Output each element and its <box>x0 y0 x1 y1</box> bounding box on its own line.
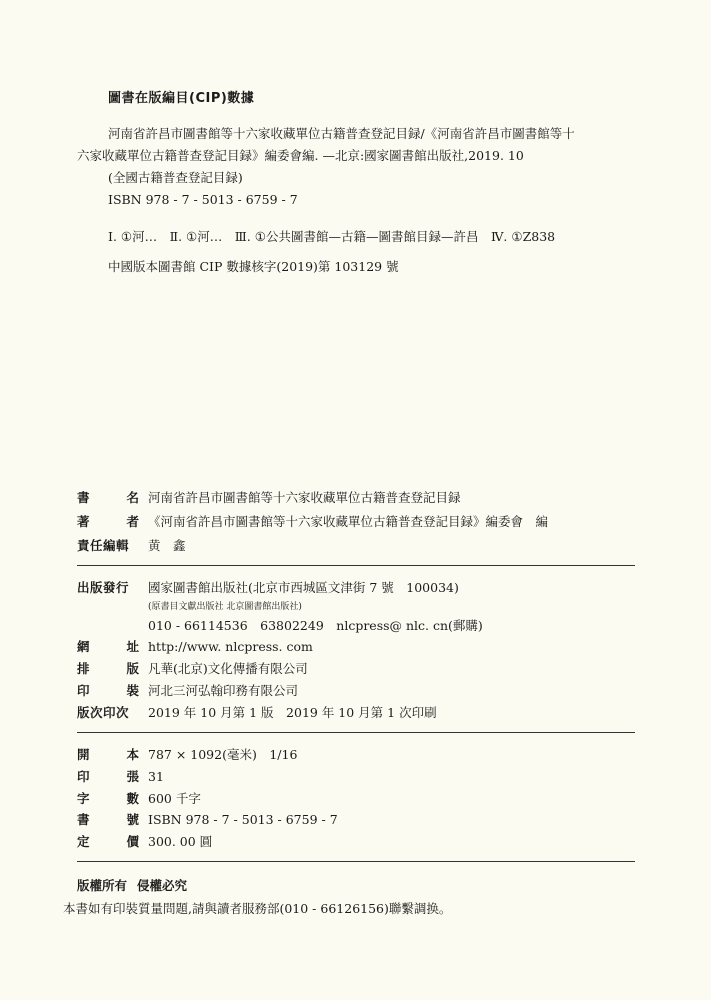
divider <box>77 732 635 733</box>
label-char: 名 <box>126 490 139 505</box>
label-char: 本 <box>126 747 139 762</box>
label-char: 印 <box>77 769 90 784</box>
typeset-row <box>77 659 308 679</box>
typeset-label <box>77 659 139 679</box>
edition-value: 2019 年 10 月第 1 版 2019 年 10 月第 1 次印刷 <box>148 705 437 720</box>
book-editor-label: 責任編輯 <box>77 538 130 553</box>
printer-row <box>77 681 298 701</box>
label-char: 開 <box>77 747 90 762</box>
printer-label <box>77 681 139 701</box>
divider <box>77 861 635 862</box>
label-char: 版 <box>126 661 139 676</box>
isbn-label <box>77 810 139 830</box>
cip-line-2: 六家收藏單位古籍普查登記目録》編委會編. —北京:國家圖書館出版社,2019. 10 <box>77 148 524 163</box>
isbn-value: ISBN 978 - 7 - 5013 - 6759 - 7 <box>148 812 338 827</box>
label-char: 網 <box>77 639 90 654</box>
cip-series: (全國古籍普查登記目録) <box>108 170 243 185</box>
copyright-head-a: 版權所有 <box>77 878 128 893</box>
sheets-label <box>77 767 139 787</box>
price-label <box>77 832 139 852</box>
price-row <box>77 832 212 852</box>
label-char: 著 <box>77 514 90 529</box>
contact-value: 010 - 66114536 63802249 nlcpress@ nlc. cn(郵購) <box>148 618 483 633</box>
label-char: 印 <box>77 683 90 698</box>
label-char: 定 <box>77 834 90 849</box>
publisher-row <box>77 578 459 598</box>
typeset-value: 凡華(北京)文化傳播有限公司 <box>148 661 308 676</box>
book-title-row <box>77 488 461 508</box>
sheets-value: 31 <box>148 769 164 784</box>
edition-label: 版次印次 <box>77 705 130 720</box>
label-char: 字 <box>77 791 90 806</box>
label-char: 價 <box>126 834 139 849</box>
book-editor-value: 黄 鑫 <box>148 538 186 553</box>
label-char: 張 <box>126 769 139 784</box>
words-row <box>77 789 201 809</box>
label-char: 號 <box>126 812 139 827</box>
label-char: 數 <box>126 791 139 806</box>
label-char: 排 <box>77 661 90 676</box>
label-char: 址 <box>126 639 139 654</box>
contact-info <box>148 616 483 636</box>
website-row <box>77 637 313 657</box>
copyright-head-b: 侵權必究 <box>137 878 188 893</box>
price-value: 300. 00 圓 <box>148 834 213 849</box>
label-char: 書 <box>77 812 90 827</box>
isbn-row <box>77 810 338 830</box>
copyright-text: 本書如有印裝質量問題,請與讀者服務部(010 - 66126156)聯繫調换。 <box>63 901 452 916</box>
book-author-label <box>77 512 139 532</box>
book-title-label <box>77 488 139 508</box>
book-author-row <box>77 512 548 532</box>
words-label <box>77 789 139 809</box>
words-value: 600 千字 <box>148 791 201 806</box>
format-value: 787 × 1092(毫米) 1/16 <box>148 747 298 762</box>
publisher-label: 出版發行 <box>77 580 130 595</box>
cip-heading: 圖書在版編目(CIP)數據 <box>108 91 255 106</box>
website-value: http://www. nlcpress. com <box>148 639 313 654</box>
divider <box>77 565 635 566</box>
publisher-former-names: (原書目文獻出版社 北京圖書館出版社) <box>148 602 302 612</box>
cip-isbn: ISBN 978 - 7 - 5013 - 6759 - 7 <box>108 192 298 207</box>
cip-record-number: 中國版本圖書館 CIP 數據核字(2019)第 103129 號 <box>108 259 399 274</box>
book-editor-row <box>77 536 186 556</box>
book-author-value: 《河南省許昌市圖書館等十六家收藏單位古籍普查登記目録》編委會 編 <box>148 514 549 529</box>
label-char: 者 <box>126 514 139 529</box>
printer-value: 河北三河弘翰印務有限公司 <box>148 683 299 698</box>
publisher-value: 國家圖書館出版社(北京市西城區文津街 7 號 100034) <box>148 580 459 595</box>
cip-line-1: 河南省許昌市圖書館等十六家收藏單位古籍普查登記目録/《河南省許昌市圖書館等十 <box>108 126 575 141</box>
book-title-value: 河南省許昌市圖書館等十六家收藏單位古籍普查登記目録 <box>148 490 461 505</box>
sheets-row <box>77 767 164 787</box>
label-char: 書 <box>77 490 90 505</box>
copyright-notice <box>77 876 187 894</box>
cip-classification: Ⅰ. ①河… Ⅱ. ①河… Ⅲ. ①公共圖書館—古籍—圖書館目録—許昌 Ⅳ. ①Z838 <box>108 229 556 244</box>
label-char: 裝 <box>126 683 139 698</box>
format-row <box>77 745 297 765</box>
edition-row <box>77 703 437 723</box>
website-label <box>77 637 139 657</box>
format-label <box>77 745 139 765</box>
